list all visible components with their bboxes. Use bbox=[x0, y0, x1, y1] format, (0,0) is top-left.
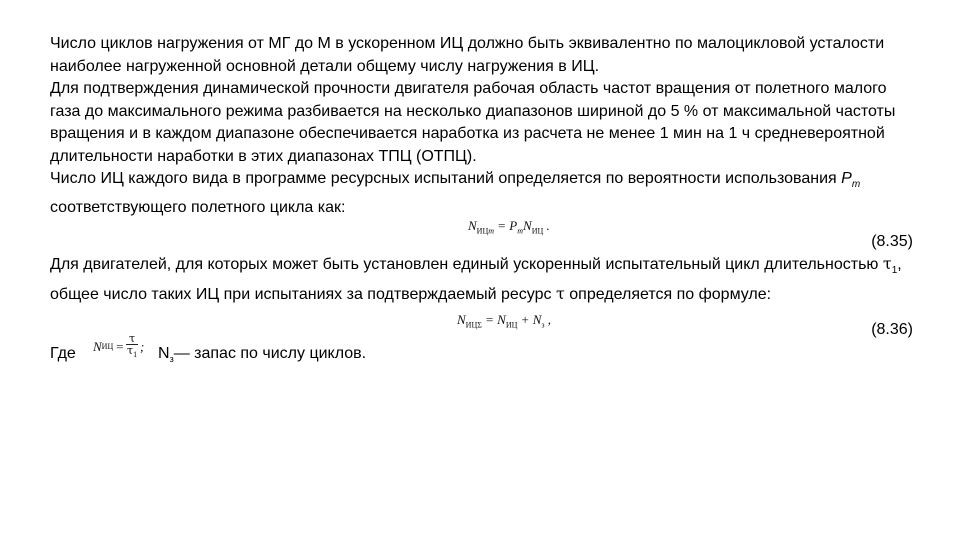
paragraph-2 bbox=[50, 78, 915, 168]
paragraph-2-text: Для подтверждения динамической прочности двигателя рабочая область частот вращения от полетного малого газа до максимального режима разбивается на несколько диапазонов шириной до 5 % от максимальной частоты вращения и в каждом диапазоне обеспечивается наработка из расчета не менее 1 мин на 1 ч средневероятной длительности наработки в этих диапазонах ТПЦ (ОТПЦ). bbox=[50, 80, 896, 165]
tau-fraction: τ $\tau_1$ bbox=[126, 332, 138, 360]
paragraph-4-text-b: , общее число таких ИЦ при испытаниях за подтверждаемый ресурс bbox=[50, 256, 902, 303]
formula-8-35: $N_{ИЦm} = P_mN_{ИЦ}$ . bbox=[468, 218, 550, 236]
tau-symbol-2: τ bbox=[555, 283, 565, 303]
paragraph-3-text-a: Число ИЦ каждого вида в программе ресурсных испытаний определяется по вероятности использования bbox=[50, 170, 842, 187]
pm-symbol: $P_m$ bbox=[841, 170, 861, 191]
paragraph-4-text-c: определяется по формуле: bbox=[564, 285, 772, 303]
tau-symbol: τ bbox=[882, 254, 892, 273]
equation-number-8-35: (8.35) bbox=[871, 233, 913, 250]
paragraph-1 bbox=[50, 33, 915, 78]
tau-subscript: 1 bbox=[891, 265, 898, 277]
paragraph-3-text-b: соответствующего полетного цикла как: bbox=[50, 198, 346, 216]
formula-8-36: $N_{ИЦ\Sigma} = N_{ИЦ} + N_з$ , bbox=[457, 312, 552, 330]
reserve-definition: $N_з—$ запас по числу циклов. bbox=[158, 345, 367, 365]
paragraph-1-text: Число циклов нагружения от МГ до М в ускоренном ИЦ должно быть эквивалентно по малоцикловой усталости наиболее нагруженной основной детали общему числу нагружения в ИЦ. bbox=[50, 35, 885, 75]
where-label: Где bbox=[50, 345, 76, 362]
equation-number-8-36: (8.36) bbox=[871, 321, 913, 338]
paragraph-4-text-a: Для двигателей, для которых может быть установлен единый ускоренный испытательный цикл длительностью bbox=[50, 256, 883, 273]
paragraph-4 bbox=[50, 253, 915, 306]
formula-nic-definition: N ИЦ = τ $\tau_1$ ; bbox=[93, 332, 145, 360]
paragraph-3 bbox=[50, 168, 915, 219]
